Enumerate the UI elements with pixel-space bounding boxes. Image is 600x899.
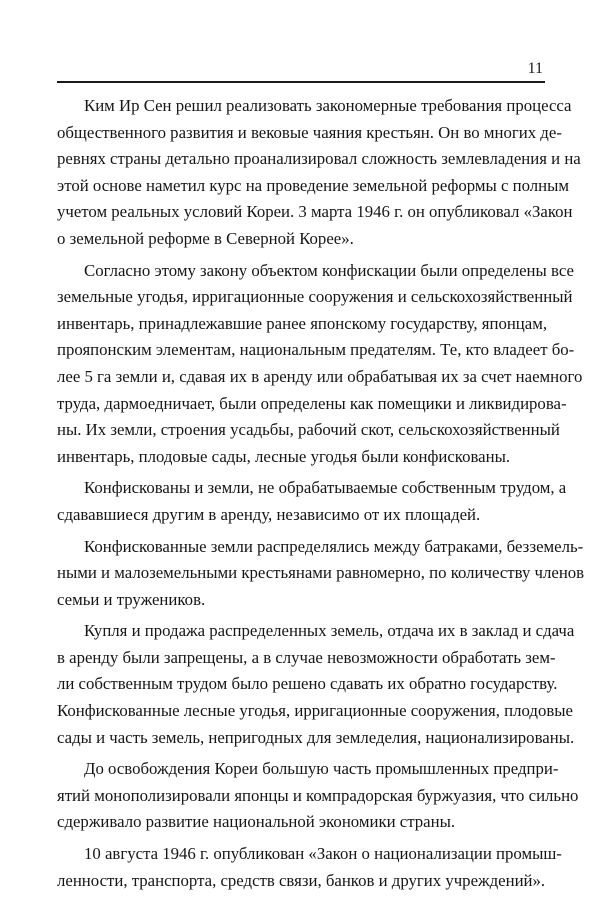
text-line: инвентарь, плодовые сады, лесные угодья были конфискованы. xyxy=(57,446,511,466)
text-line: До освобождения Кореи большую часть промышленных предпри- xyxy=(84,759,559,779)
paragraph xyxy=(57,475,567,528)
text-line: прояпонским элементам, национальным предателям. Те, кто владеет бо- xyxy=(57,340,575,360)
header-rule xyxy=(57,81,545,83)
text-line: лее 5 га земли и, сдавая их в аренду или обрабатывая их за счет наемного xyxy=(57,366,583,386)
text-line: инвентарь, принадлежавшие ранее японскому государству, японцам, xyxy=(57,313,548,333)
text-line: семьи и тружеников. xyxy=(57,589,206,609)
paragraph xyxy=(57,93,581,253)
paragraph xyxy=(57,618,575,751)
text-line: Конфискованные земли распределялись между батраками, безземель- xyxy=(84,536,584,556)
text-line: сдерживало развитие национальной экономики страны. xyxy=(57,812,456,832)
text-line: ны. Их земли, строения усадьбы, рабочий скот, сельскохозяйственный xyxy=(57,420,560,440)
text-line: ленности, транспорта, средств связи, банков и других учреждений». xyxy=(57,870,546,890)
text-line: ными и малоземельными крестьянами равномерно, по количеству членов xyxy=(57,563,585,583)
text-line: сдававшиеся другим в аренду, независимо от их площадей. xyxy=(57,504,481,524)
text-line: учетом реальных условий Кореи. 3 марта 1946 г. он опубликовал «Закон xyxy=(57,202,573,222)
text-line: в аренду были запрещены, а в случае невозможности обработать зем- xyxy=(57,647,556,667)
page-number: 11 xyxy=(527,60,543,77)
text-line: земельные угодья, ирригационные сооружения и сельскохозяйственный xyxy=(57,287,573,307)
text-line: сады и часть земель, непригодных для земледелия, национализированы. xyxy=(57,727,575,747)
text-line: Конфискованные лесные угодья, ирригационные сооружения, плодовые xyxy=(57,701,574,721)
text-line: Конфискованы и земли, не обрабатываемые собственным трудом, а xyxy=(84,478,567,498)
text-line: общественного развития и вековые чаяния крестьян. Он во многих де- xyxy=(57,122,562,142)
paragraph xyxy=(57,534,585,614)
paragraph xyxy=(57,258,583,471)
text-line: 10 августа 1946 г. опубликован «Закон о национализации промыш- xyxy=(84,844,562,864)
text-line: этой основе наметил курс на проведение земельной реформы с полным xyxy=(57,175,570,195)
paragraph xyxy=(57,841,562,894)
paragraph xyxy=(57,756,579,836)
text-line: Ким Ир Сен решил реализовать закономерные требования процесса xyxy=(84,96,572,115)
text-line: ревнях страны детально проанализировал сложность землевладения и на xyxy=(57,149,581,169)
text-line: о земельной реформе в Северной Корее». xyxy=(57,228,354,248)
body-text xyxy=(57,93,585,899)
text-line: Купля и продажа распределенных земель, отдача их в заклад и сдача xyxy=(84,621,575,641)
text-line: ятий монополизировали японцы и компрадорская буржуазия, что сильно xyxy=(57,785,579,805)
text-line: труда, дармоедничает, были определены как помещики и ликвидирова- xyxy=(57,393,567,413)
text-line: ли собственным трудом было решено сдавать их обратно государству. xyxy=(57,674,558,694)
text-line: Согласно этому закону объектом конфискации были определены все xyxy=(84,260,574,280)
